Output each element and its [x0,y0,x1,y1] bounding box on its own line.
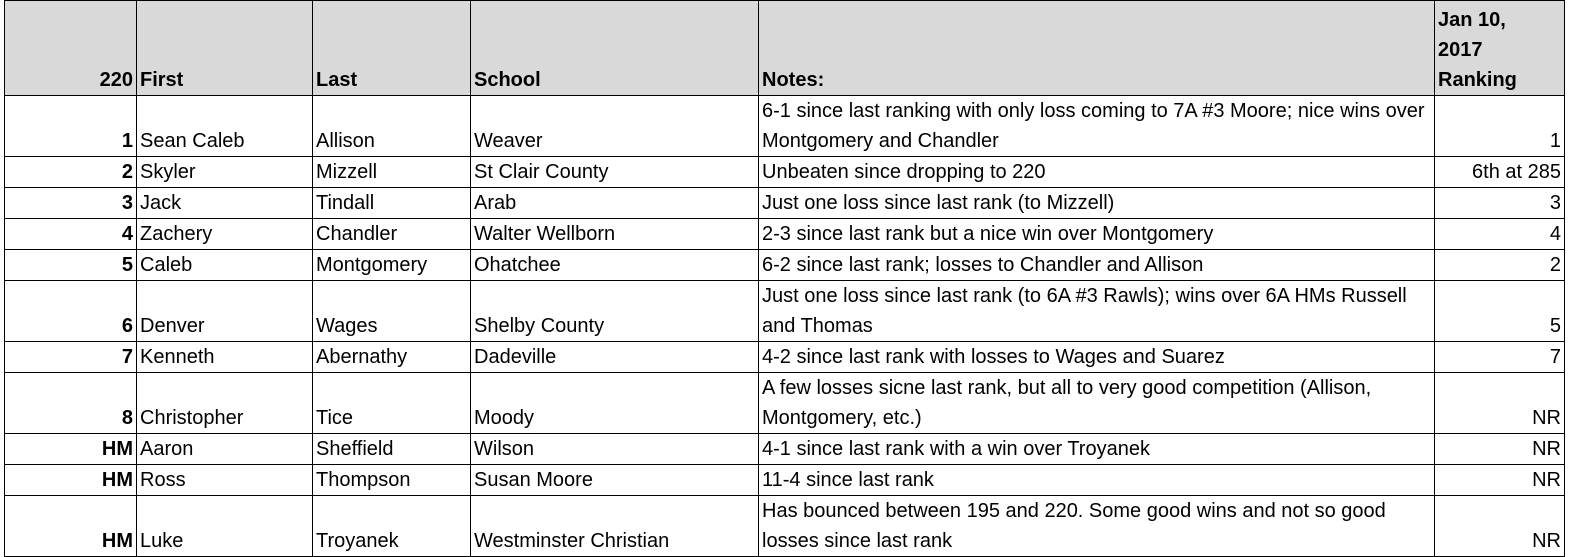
header-prev-line2: 2017 [1438,39,1483,61]
first-cell[interactable]: Zachery [137,219,313,250]
prev-ranking-cell[interactable]: 4 [1435,219,1565,250]
header-prev-line1: Jan 10, [1438,9,1506,31]
notes-cell[interactable]: Unbeaten since dropping to 220 [759,157,1435,188]
table-row [5,219,1565,250]
last-cell[interactable]: Chandler [313,219,471,250]
rank-cell[interactable]: 5 [5,250,137,281]
prev-ranking-cell[interactable]: 3 [1435,188,1565,219]
last-cell[interactable]: Thompson [313,465,471,496]
prev-ranking-cell[interactable]: NR [1435,373,1565,434]
first-cell[interactable]: Denver [137,281,313,342]
notes-cell[interactable]: 4-2 since last rank with losses to Wages and Suarez [759,342,1435,373]
rank-cell[interactable]: 6 [5,281,137,342]
first-cell[interactable]: Sean Caleb [137,96,313,157]
school-cell[interactable]: Walter Wellborn [471,219,759,250]
school-cell[interactable]: Wilson [471,434,759,465]
rank-cell[interactable]: HM [5,496,137,557]
first-cell[interactable]: Kenneth [137,342,313,373]
notes-cell[interactable]: Just one loss since last rank (to Mizzell) [759,188,1435,219]
school-cell[interactable]: Dadeville [471,342,759,373]
rank-cell[interactable]: 3 [5,188,137,219]
school-cell[interactable]: Shelby County [471,281,759,342]
header-last[interactable]: Last [313,1,471,96]
last-cell[interactable]: Tindall [313,188,471,219]
school-cell[interactable]: St Clair County [471,157,759,188]
last-cell[interactable]: Wages [313,281,471,342]
notes-cell[interactable]: 2-3 since last rank but a nice win over Montgomery [759,219,1435,250]
school-cell[interactable]: Westminster Christian [471,496,759,557]
rank-cell[interactable]: HM [5,434,137,465]
last-cell[interactable]: Allison [313,96,471,157]
rank-cell[interactable]: HM [5,465,137,496]
prev-ranking-cell[interactable]: 1 [1435,96,1565,157]
rankings-table [4,0,1565,557]
header-school[interactable]: School [471,1,759,96]
table-row [5,434,1565,465]
prev-ranking-cell[interactable]: NR [1435,496,1565,557]
notes-cell[interactable]: 11-4 since last rank [759,465,1435,496]
school-cell[interactable]: Moody [471,373,759,434]
school-cell[interactable]: Weaver [471,96,759,157]
first-cell[interactable]: Jack [137,188,313,219]
notes-cell[interactable]: Just one loss since last rank (to 6A #3 Rawls); wins over 6A HMs Russell and Thomas [759,281,1435,342]
rank-cell[interactable]: 8 [5,373,137,434]
table-row [5,281,1565,342]
table-row [5,342,1565,373]
notes-cell[interactable]: 4-1 since last rank with a win over Troyanek [759,434,1435,465]
last-cell[interactable]: Montgomery [313,250,471,281]
table-row [5,157,1565,188]
last-cell[interactable]: Abernathy [313,342,471,373]
first-cell[interactable]: Luke [137,496,313,557]
first-cell[interactable]: Aaron [137,434,313,465]
notes-cell[interactable]: 6-1 since last ranking with only loss coming to 7A #3 Moore; nice wins over Montgomery and Chandler [759,96,1435,157]
prev-ranking-cell[interactable]: 5 [1435,281,1565,342]
table-row [5,373,1565,434]
table-row [5,96,1565,157]
prev-ranking-cell[interactable]: 2 [1435,250,1565,281]
first-cell[interactable]: Christopher [137,373,313,434]
last-cell[interactable]: Tice [313,373,471,434]
prev-ranking-cell[interactable]: 7 [1435,342,1565,373]
notes-cell[interactable]: 6-2 since last rank; losses to Chandler and Allison [759,250,1435,281]
table-row [5,188,1565,219]
rank-cell[interactable]: 7 [5,342,137,373]
notes-cell[interactable]: Has bounced between 195 and 220. Some good wins and not so good losses since last rank [759,496,1435,557]
table-row [5,496,1565,557]
last-cell[interactable]: Troyanek [313,496,471,557]
header-rank[interactable]: 220 [5,1,137,96]
header-prev-line3: Ranking [1438,69,1517,91]
prev-ranking-cell[interactable]: NR [1435,434,1565,465]
prev-ranking-cell[interactable]: 6th at 285 [1435,157,1565,188]
first-cell[interactable]: Caleb [137,250,313,281]
last-cell[interactable]: Sheffield [313,434,471,465]
last-cell[interactable]: Mizzell [313,157,471,188]
notes-cell[interactable]: A few losses sicne last rank, but all to very good competition (Allison, Montgomery, etc.) [759,373,1435,434]
table-row [5,250,1565,281]
prev-ranking-cell[interactable]: NR [1435,465,1565,496]
rank-cell[interactable]: 4 [5,219,137,250]
first-cell[interactable]: Ross [137,465,313,496]
header-notes[interactable]: Notes: [759,1,1435,96]
school-cell[interactable]: Ohatchee [471,250,759,281]
header-first[interactable]: First [137,1,313,96]
rank-cell[interactable]: 1 [5,96,137,157]
school-cell[interactable]: Susan Moore [471,465,759,496]
table-row [5,465,1565,496]
school-cell[interactable]: Arab [471,188,759,219]
rank-cell[interactable]: 2 [5,157,137,188]
header-prev-ranking[interactable] [1435,1,1565,96]
first-cell[interactable]: Skyler [137,157,313,188]
header-row [5,1,1565,96]
